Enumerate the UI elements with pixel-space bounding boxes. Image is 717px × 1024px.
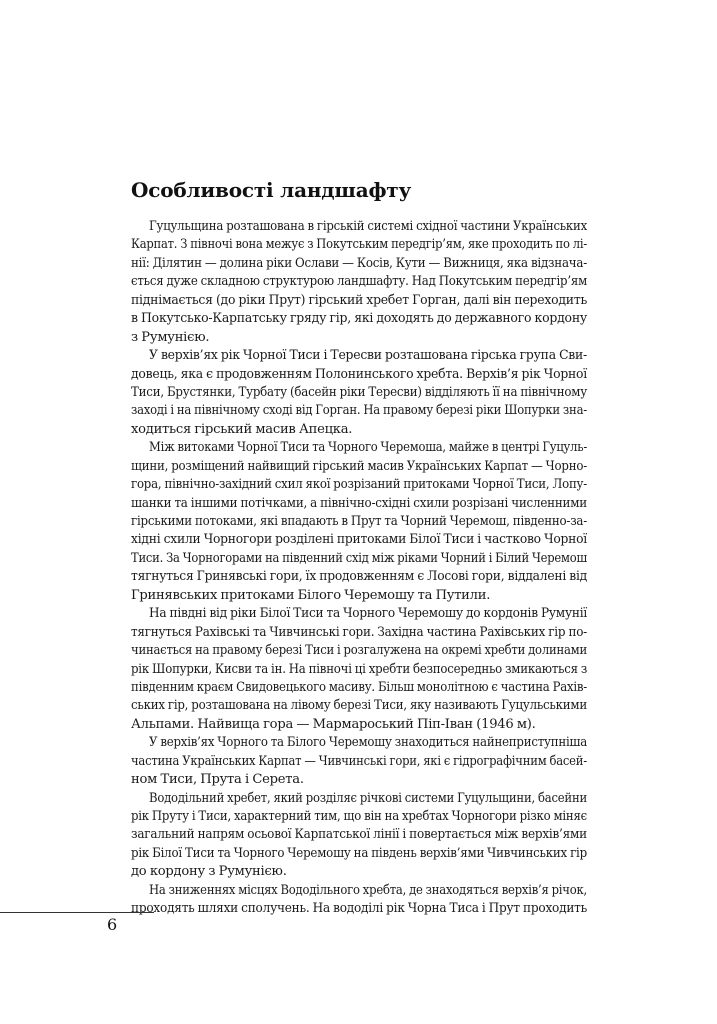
text-line: рік Шопурки, Кисви та ін. На півночі ці хребти безпосередньо змикаються з [131,661,588,677]
text-line: На зниженнях місцях Вододільного хребта, де знаходяться верхів’я річок, [149,882,587,898]
text-line: ном Тиси, Прута і Серета. [131,772,304,788]
text-line: південним краєм Свидовецького масиву. Більш монолітною є частина Рахів- [131,679,587,695]
text-line: ходиться гірський масив Апецка. [131,421,353,437]
text-line: ських гір, розташована на лівому березі Тиси, яку називають Гуцульськими [131,698,588,714]
text-line: хідні схили Чорногори розділені притоками Білої Тиси і частково Чорної [131,532,587,548]
text-line: гора, північно-західний схил якої розрізаний притоками Чорної Тиси, Лопу- [131,477,588,493]
text-line: з Румунією. [131,329,210,345]
text-line: ється дуже складною структурою ландшафту. Над Покутським передгір’ям [131,274,588,290]
text-line: тягнуться Гринявські гори, їх продовженням є Лосові гори, віддалені від [131,569,587,585]
text-line: чинається на правому березі Тиси і розгалужена на окремі хребти долинами [131,643,588,659]
text-line: Тиси. За Чорногорами на південний схід між ріками Чорний і Білий Черемош [131,550,587,566]
text-line: гірськими потоками, які впадають в Прут та Чорний Черемош, південно-за- [131,514,588,529]
text-line: в Покутсько-Карпатську гряду гір, які доходять до державного кордону [131,311,588,327]
text-line: Карпат. З півночі вона межує з Покутським передгір’ям, яке проходить по лі- [131,237,588,253]
paragraph [131,882,587,919]
text-line: Гуцульщина розташована в гірській системі східної частини Українських [149,219,588,234]
text-line: загальний напрям осьової Карпатської лінії і повертається між верхів’ями [131,827,587,843]
text-line: до кордону з Румунією. [131,864,287,880]
paragraph [131,605,587,734]
text-line: Тиси, Брустянки, Турбату (басейн ріки Тересви) відділяють її на північному [131,384,587,400]
text-line: тягнуться Рахівські та Чивчинські гори. Західна частина Рахівських гір по- [131,624,587,640]
text-line: Вододільний хребет, який розділяє річкові системи Гуцульщини, басейни [149,790,587,806]
text-line: довець, яка є продовженням Полонинського хребта. Верхів’я рік Чорної [131,366,588,382]
text-line: рік Пруту і Тиси, характерний тим, що він на хребтах Чорногори різко міняє [131,809,587,824]
paragraph [131,734,587,789]
page-number: 6 [107,915,118,934]
text-line: шанки та іншими потічками, а північно-східні схили розрізані численними [131,495,588,511]
body-text [131,218,587,919]
text-line: піднімається (до ріки Прут) гірський хребет Горган, далі він переходить [131,292,587,308]
text-line: щини, розміщений найвищий гірський масив Українських Карпат — Чорно- [131,458,587,474]
text-line: Між витоками Чорної Тиси та Чорного Черемоша, майже в центрі Гуцуль- [149,440,588,456]
text-line: проходять шляхи сполучень. На вододілі рік Чорна Тиса і Прут проходить [131,901,588,917]
paragraph [131,347,587,439]
text-line: заході і на північному сході від Горган. На правому березі ріки Шопурки зна- [131,403,587,419]
paragraph [131,790,587,882]
text-line: Гринявських притоками Білого Черемошу та Путили. [131,587,491,603]
text-line: частина Українських Карпат — Чивчинські гори, які є гідрографічним басей- [131,753,587,769]
text-line: На півдні від ріки Білої Тиси та Чорного Черемошу до кордонів Румунії [149,606,588,622]
text-line: рік Білої Тиси та Чорного Черемошу на південь верхів’ями Чивчинських гір [131,845,587,861]
footer-rule [0,912,154,913]
paragraph [131,439,587,605]
text-line: Альпами. Найвища гора — Мармароський Піп-Іван (1946 м). [131,716,536,732]
section-heading: Особливості ландшафту [131,178,412,202]
paragraph [131,218,587,347]
text-line: У верхів’ях Чорного та Білого Черемошу знаходиться найнеприступніша [149,735,588,751]
text-line: нії: Ділятин — долина ріки Ослави — Косів, Кути — Вижниця, яка відзнача- [131,255,588,271]
text-line: У верхів’ях рік Чорної Тиси і Тересви розташована гірська група Сви- [149,348,588,364]
